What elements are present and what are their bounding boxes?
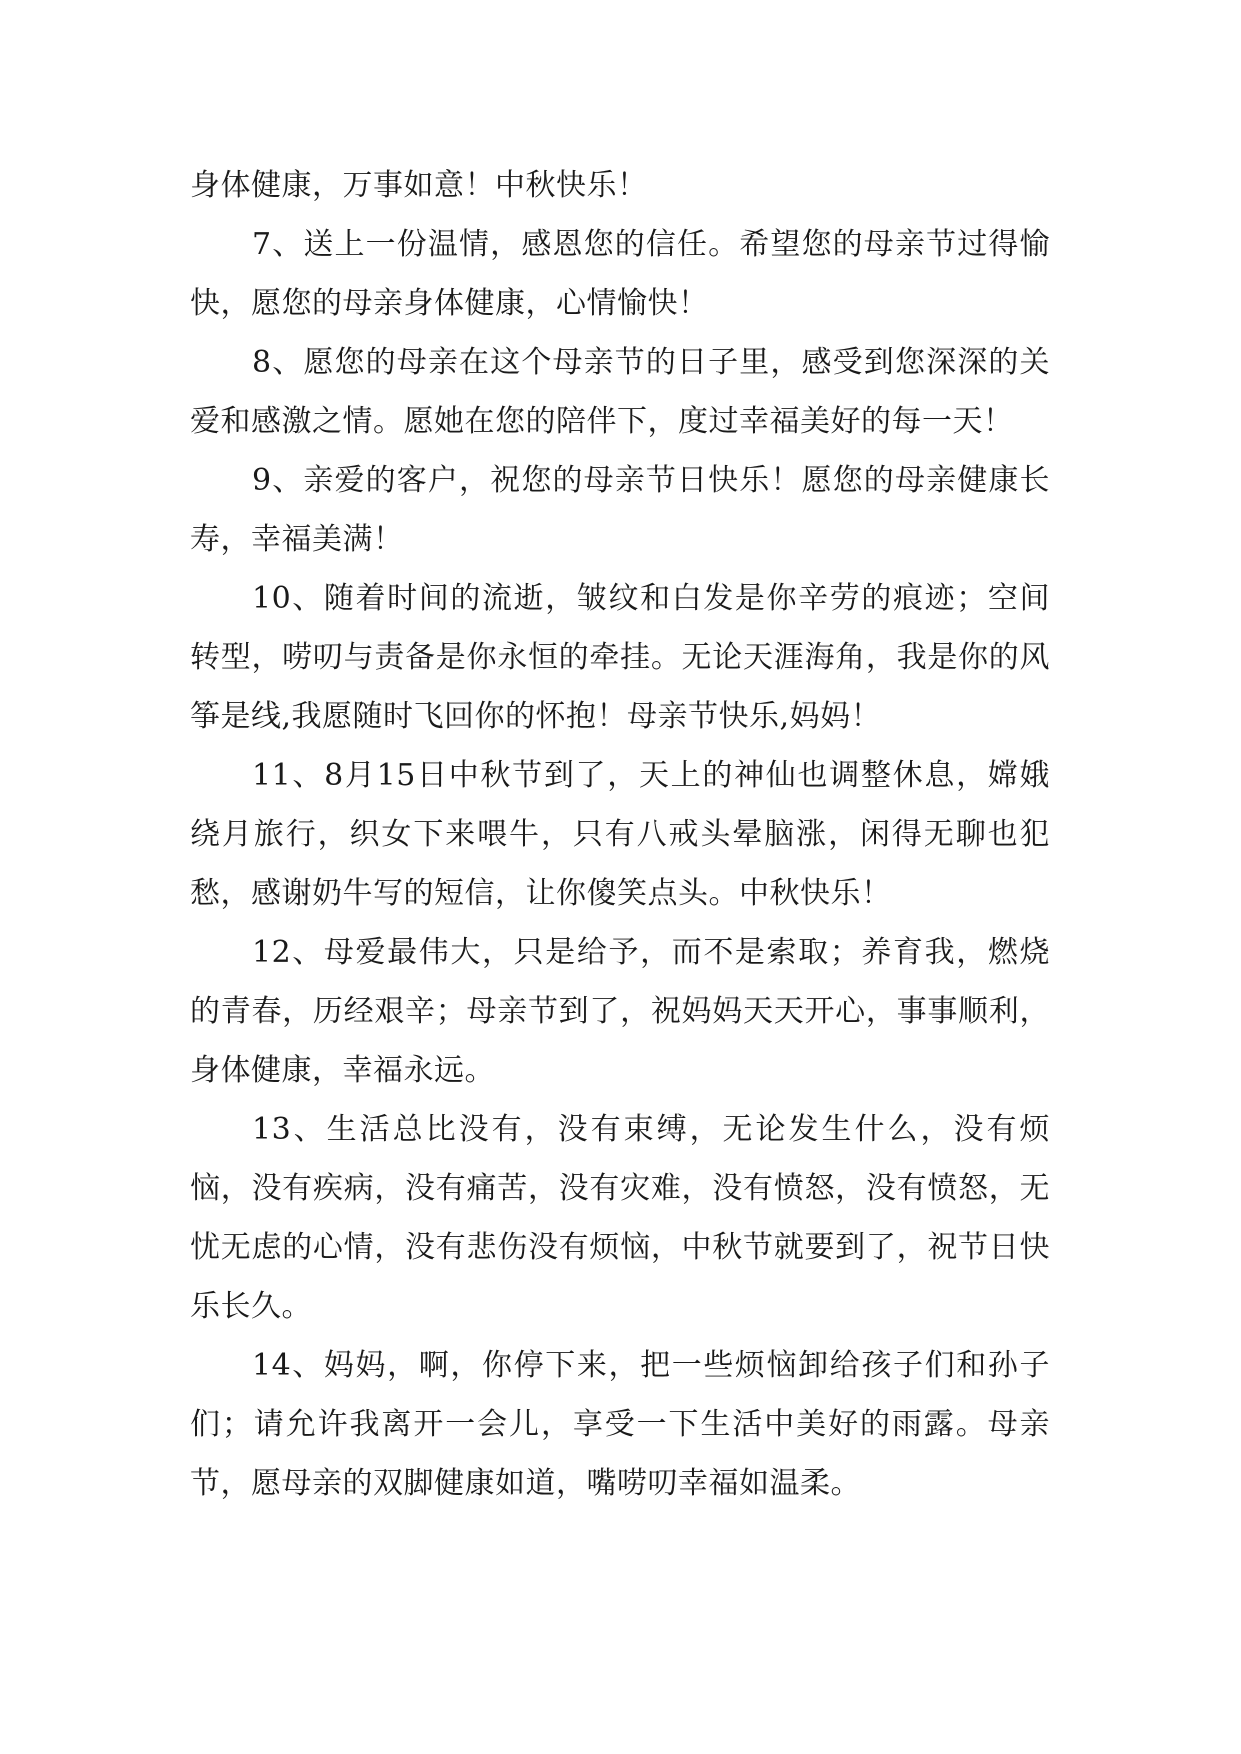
paragraph-item-14: 14、妈妈，啊，你停下来，把一些烦恼卸给孩子们和孙子们；请允许我离开一会儿，享受一下生活中美好的雨露。母亲节，愿母亲的双脚健康如道，嘴唠叨幸福如温柔。 [190,1348,1050,1501]
document-body [190,156,1050,1513]
paragraph-item-10: 10、随着时间的流逝，皱纹和白发是你辛劳的痕迹；空间转型，唠叨与责备是你永恒的牵挂。无论天涯海角，我是你的风筝是线,我愿随时飞回你的怀抱！母亲节快乐,妈妈！ [190,581,1050,734]
paragraph-continuation: 身体健康，万事如意！中秋快乐！ [190,168,648,203]
paragraph-item-8: 8、愿您的母亲在这个母亲节的日子里，感受到您深深的关爱和感激之情。愿她在您的陪伴下，度过幸福美好的每一天！ [190,345,1050,439]
paragraph-item-13: 13、生活总比没有，没有束缚，无论发生什么，没有烦恼，没有疾病，没有痛苦，没有灾难，没有愤怒，没有愤怒，无忧无虑的心情，没有悲伤没有烦恼，中秋节就要到了，祝节日快乐长久。 [190,1112,1050,1324]
paragraph-item-12: 12、母爱最伟大，只是给予，而不是索取；养育我，燃烧的青春，历经艰辛；母亲节到了，祝妈妈天天开心，事事顺利，身体健康，幸福永远。 [190,935,1050,1088]
paragraph-item-7: 7、送上一份温情，感恩您的信任。希望您的母亲节过得愉快，愿您的母亲身体健康，心情愉快！ [190,227,1050,321]
paragraph-item-11: 11、8月15日中秋节到了，天上的神仙也调整休息，嫦娥绕月旅行，织女下来喂牛，只有八戒头晕脑涨，闲得无聊也犯愁，感谢奶牛写的短信，让你傻笑点头。中秋快乐！ [190,758,1050,911]
paragraph-item-9: 9、亲爱的客户，祝您的母亲节日快乐！愿您的母亲健康长寿，幸福美满！ [190,463,1050,557]
